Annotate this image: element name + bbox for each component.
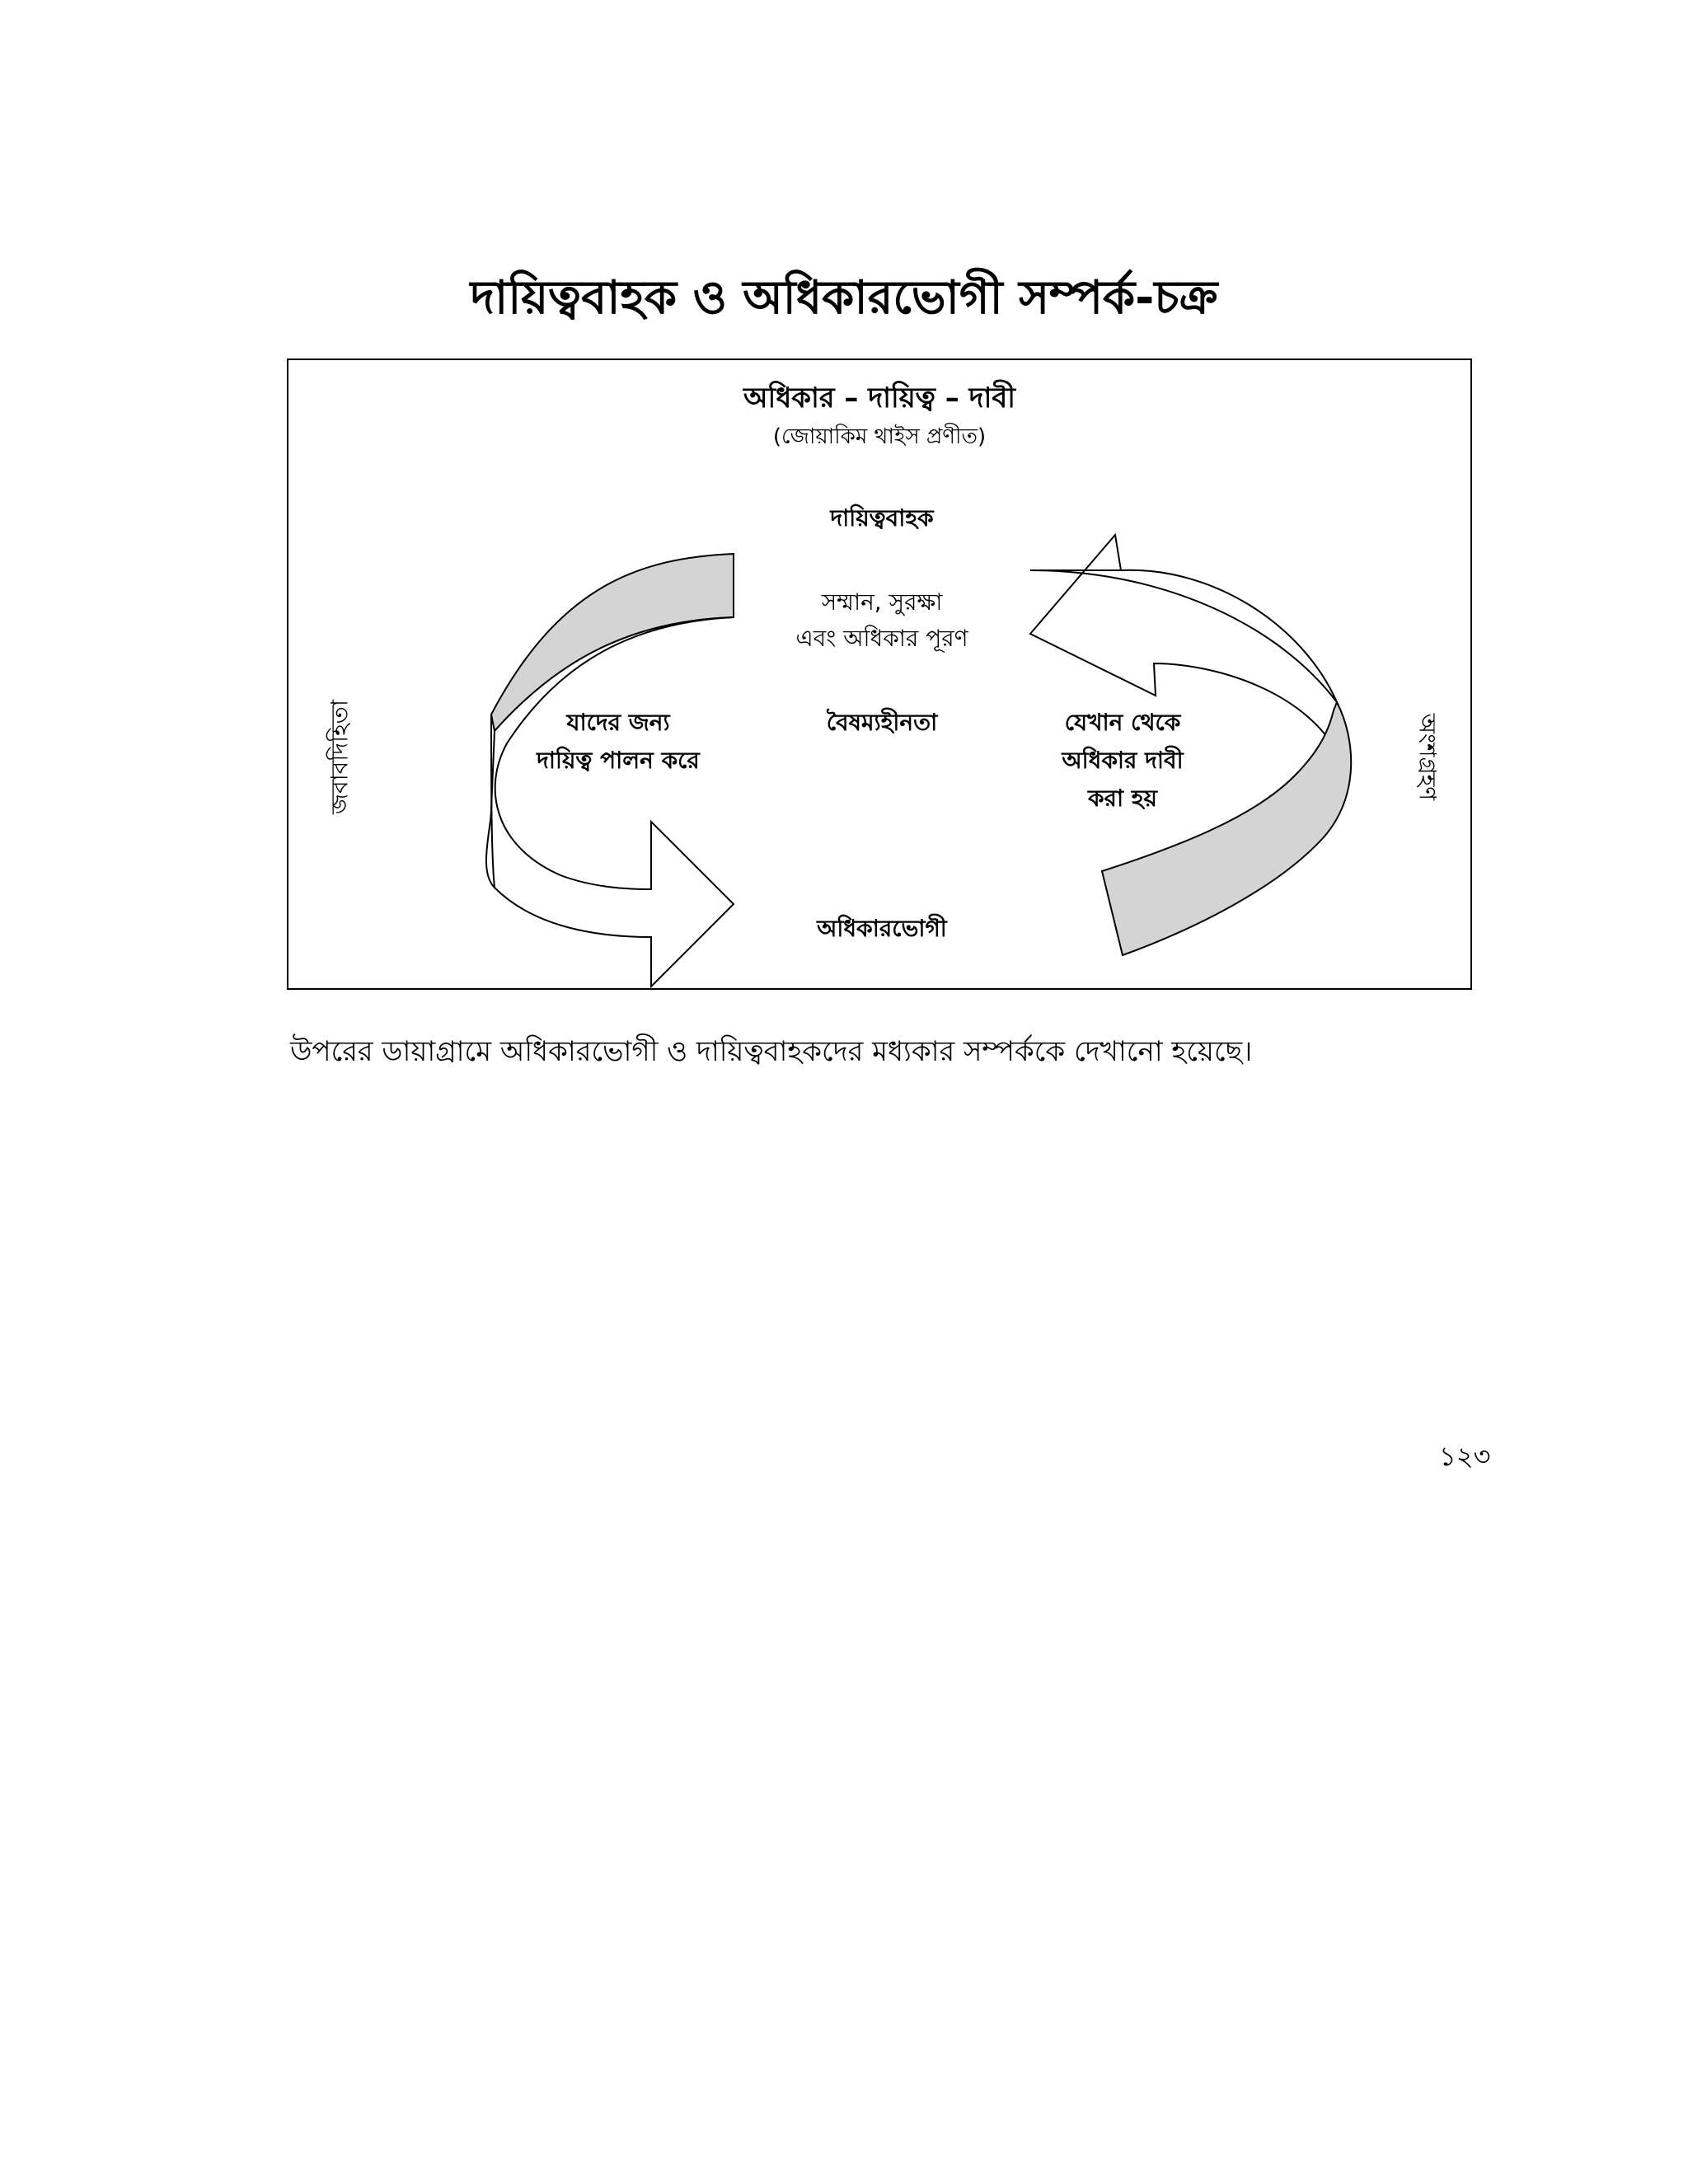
center-label-non-discrimination: বৈষম্যহীনতা bbox=[826, 709, 938, 736]
right-label-line-3: করা হয় bbox=[1087, 785, 1158, 812]
left-label-line-2: দায়িত্ব পালন করে bbox=[537, 747, 700, 774]
right-label-line-1: যেখান থেকে bbox=[1064, 709, 1181, 736]
bottom-node-rights-holder: অধিকারভোগী bbox=[817, 915, 947, 942]
center-top-line-1: সম্মান, সুরক্ষা bbox=[821, 588, 943, 616]
left-label-line-1: যাদের জন্য bbox=[566, 709, 670, 736]
top-node-duty-bearer: দায়িত্ববাহক bbox=[830, 504, 934, 532]
diagram-caption: উপরের ডায়াগ্রামে অধিকারভোগী ও দায়িত্ববাহকদের মধ্যকার সম্পর্ককে দেখানো হয়েছে। bbox=[290, 1035, 1253, 1068]
center-top-line-2: এবং অধিকার পূরণ bbox=[795, 625, 968, 652]
right-label-line-2: অধিকার দাবী bbox=[1062, 747, 1184, 774]
diagram-heading: অধিকার – দায়িত্ব – দাবী bbox=[743, 382, 1015, 415]
diagram-frame bbox=[287, 359, 1472, 990]
page-title: দায়িত্ববাহক ও অধিকারভোগী সম্পর্ক-চক্র bbox=[470, 271, 1218, 325]
left-side-accountability: জবাবদিহিতা bbox=[326, 700, 354, 814]
diagram-subheading: (জোয়াকিম থাইস প্রণীত) bbox=[772, 424, 987, 449]
right-side-participation: অংশগ্রহণ bbox=[1414, 713, 1442, 801]
page-number: ১২৩ bbox=[1439, 1441, 1491, 1472]
